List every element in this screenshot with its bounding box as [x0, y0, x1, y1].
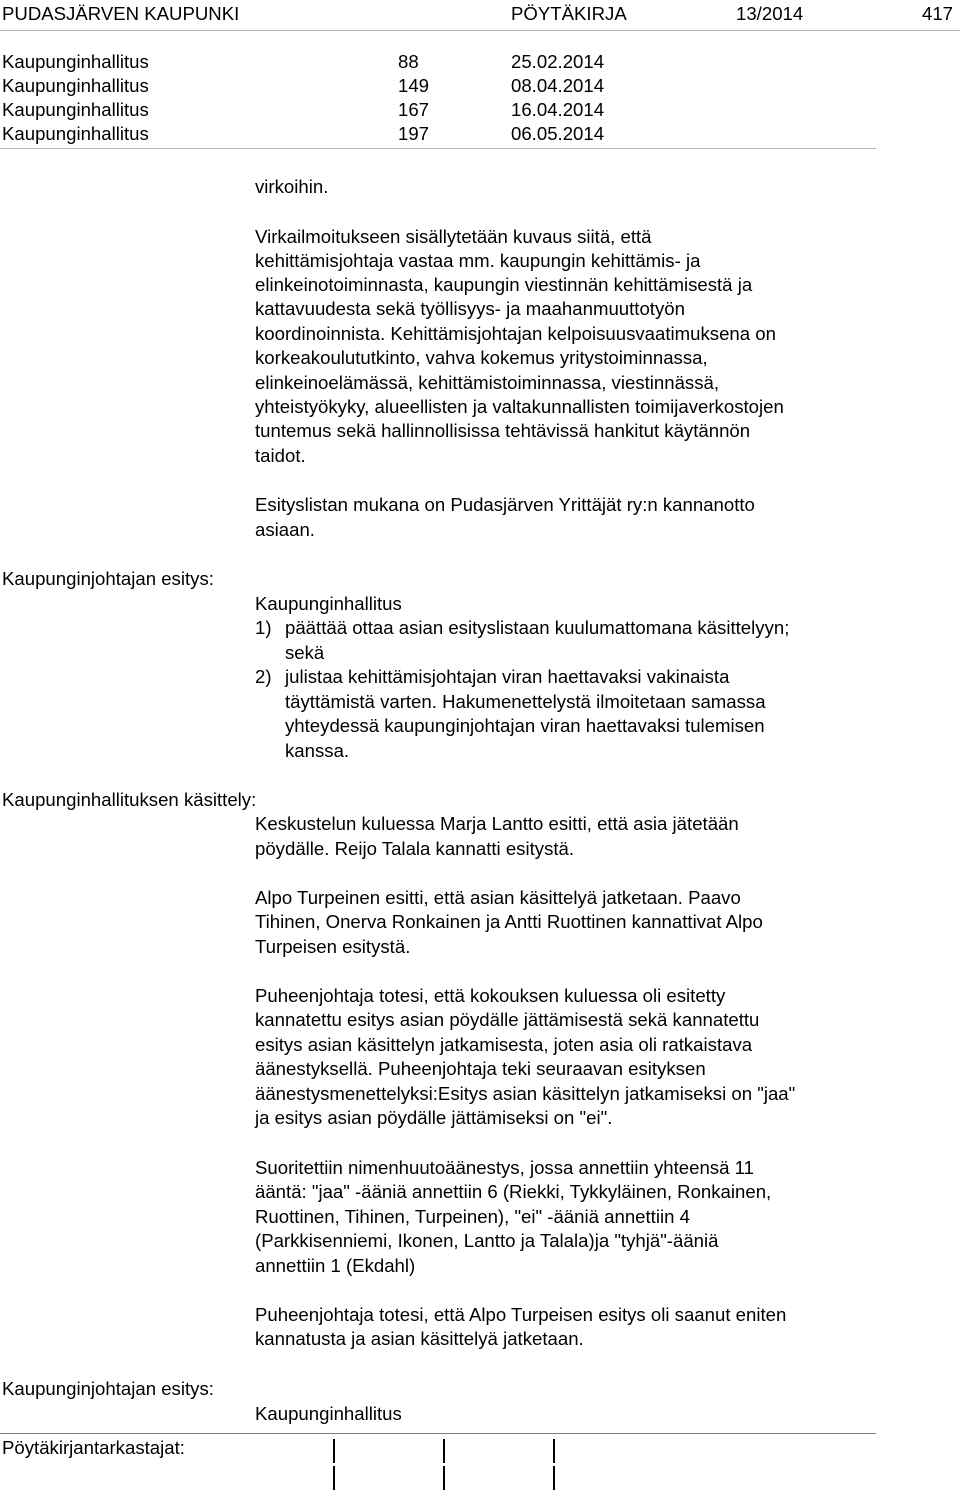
doc-type: PÖYTÄKIRJA	[511, 3, 627, 24]
paragraph-line: korkeakoulututkinto, vahva kokemus yritystoiminnassa,	[255, 347, 708, 368]
list-item-line: päättää ottaa asian esityslistaan kuulumattomana käsittelyyn;	[285, 617, 790, 638]
list-item-line: sekä	[285, 642, 325, 663]
paragraph-line: kehittämisjohtaja vastaa mm. kaupungin kehittämis- ja	[255, 250, 701, 271]
reference-body: Kaupunginhallitus	[2, 51, 149, 72]
page-number: 417	[922, 3, 954, 24]
proposal-subject: Kaupunginhallitus	[255, 593, 402, 614]
paragraph-line: tuntemus sekä hallinnollisissa tehtävissä hankitut käytännön	[255, 420, 751, 441]
signature-box-marker	[333, 1439, 335, 1463]
paragraph-line: (Parkkisenniemi, Ikonen, Lantto ja Talala)ja "tyhjä"-ääniä	[255, 1230, 719, 1251]
footer-divider	[0, 1433, 876, 1434]
signature-box-marker	[333, 1466, 335, 1490]
paragraph-line: asiaan.	[255, 519, 315, 540]
list-item-line: yhteydessä kaupunginjohtajan viran haettavaksi tulemisen	[285, 715, 765, 736]
reference-date: 16.04.2014	[511, 99, 605, 120]
section-label: Kaupunginjohtajan esitys:	[2, 1378, 214, 1399]
paragraph-line: kannatusta ja asian käsittelyä jatketaan.	[255, 1328, 584, 1349]
paragraph-line: Alpo Turpeinen esitti, että asian käsittelyä jatketaan. Paavo	[255, 887, 741, 908]
reference-date: 06.05.2014	[511, 123, 605, 144]
reference-body: Kaupunginhallitus	[2, 123, 149, 144]
org-name: PUDASJÄRVEN KAUPUNKI	[2, 3, 240, 24]
paragraph-line: Puheenjohtaja totesi, että kokouksen kuluessa oli esitetty	[255, 985, 726, 1006]
paragraph-line: koordinoinnista. Kehittämisjohtajan kelpoisuusvaatimuksena on	[255, 323, 776, 344]
paragraph-line: Ruottinen, Tihinen, Turpeinen), "ei" -ääniä annettiin 4	[255, 1206, 690, 1227]
paragraph-line: yhteistyökyky, alueellisten ja valtakunnallisten toimijaverkostojen	[255, 396, 784, 417]
paragraph-line: elinkeinotoiminnasta, kaupungin viestinnän kehittämisestä ja	[255, 274, 753, 295]
section-label: Kaupunginhallituksen käsittely:	[2, 789, 257, 810]
reviewers-label: Pöytäkirjantarkastajat:	[2, 1437, 185, 1458]
list-item-line: julistaa kehittämisjohtajan viran haettavaksi vakinaista	[285, 666, 730, 687]
paragraph-line: Suoritettiin nimenhuutoäänestys, jossa annettiin yhteensä 11	[255, 1157, 754, 1178]
signature-box-marker	[443, 1439, 445, 1463]
reference-body: Kaupunginhallitus	[2, 99, 149, 120]
list-item-line: kanssa.	[285, 740, 350, 761]
signature-box-marker	[443, 1466, 445, 1490]
paragraph-line: Esityslistan mukana on Pudasjärven Yrittäjät ry:n kannanotto	[255, 494, 755, 515]
header-divider	[0, 30, 960, 31]
reference-section: 88	[398, 51, 419, 72]
proposal-subject: Kaupunginhallitus	[255, 1403, 402, 1424]
signature-box-marker	[553, 1439, 555, 1463]
list-number: 2)	[255, 666, 272, 687]
paragraph-line: äänestysmenettelyksi:Esitys asian käsittelyn jatkamiseksi on "jaa"	[255, 1083, 796, 1104]
paragraph-line: virkoihin.	[255, 176, 329, 197]
paragraph-line: ja esitys asian pöydälle jättämiseksi on "ei".	[255, 1107, 613, 1128]
reference-section: 167	[398, 99, 430, 120]
reference-section: 197	[398, 123, 430, 144]
paragraph-line: Puheenjohtaja totesi, että Alpo Turpeisen esitys oli saanut eniten	[255, 1304, 787, 1325]
paragraph-line: esitys asian käsittelyn jatkamisesta, joten asia oli ratkaistava	[255, 1034, 753, 1055]
paragraph-line: pöydälle. Reijo Talala kannatti esitystä.	[255, 838, 575, 859]
paragraph-line: äänestyksellä. Puheenjohtaja teki seuraavan esityksen	[255, 1058, 706, 1079]
paragraph-line: kattavuudesta sekä työllisyys- ja maahanmuuttotyön	[255, 298, 685, 319]
paragraph-line: taidot.	[255, 445, 306, 466]
reference-date: 25.02.2014	[511, 51, 605, 72]
reference-date: 08.04.2014	[511, 75, 605, 96]
list-number: 1)	[255, 617, 272, 638]
paragraph-line: Turpeisen esitystä.	[255, 936, 411, 957]
paragraph-line: Virkailmoitukseen sisällytetään kuvaus siitä, että	[255, 226, 652, 247]
reference-section: 149	[398, 75, 430, 96]
paragraph-line: Tihinen, Onerva Ronkainen ja Antti Ruottinen kannattivat Alpo	[255, 911, 763, 932]
reference-body: Kaupunginhallitus	[2, 75, 149, 96]
issue-number: 13/2014	[736, 3, 804, 24]
paragraph-line: ääntä: "jaa" -ääniä annettiin 6 (Riekki, Tykkyläinen, Ronkainen,	[255, 1181, 772, 1202]
paragraph-line: annettiin 1 (Ekdahl)	[255, 1255, 416, 1276]
list-item-line: täyttämistä varten. Hakumenettelystä ilmoitetaan samassa	[285, 691, 766, 712]
section-label: Kaupunginjohtajan esitys:	[2, 568, 214, 589]
references-divider	[0, 148, 876, 149]
paragraph-line: kannatettu esitys asian pöydälle jättämisestä sekä kannatettu	[255, 1009, 760, 1030]
paragraph-line: Keskustelun kuluessa Marja Lantto esitti, että asia jätetään	[255, 813, 739, 834]
signature-box-marker	[553, 1466, 555, 1490]
paragraph-line: elinkeinoelämässä, kehittämistoiminnassa, viestinnässä,	[255, 372, 720, 393]
